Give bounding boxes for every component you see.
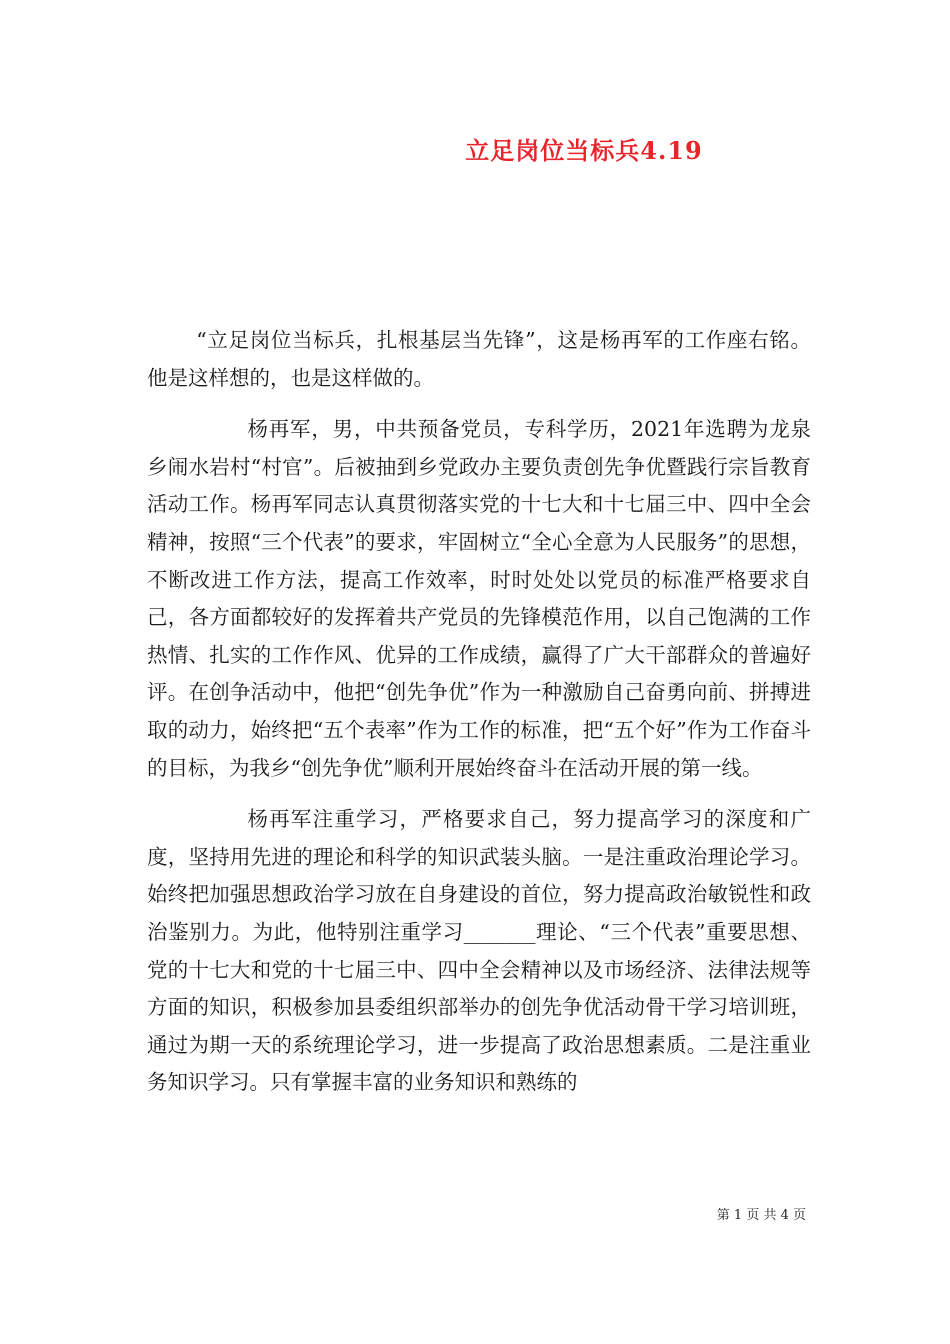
paragraph-motto: “立足岗位当标兵，扎根基层当先锋”，这是杨再军的工作座右铭。他是这样想的，也是这样做的。 bbox=[147, 328, 811, 390]
document-body bbox=[147, 322, 811, 1116]
paragraph-study: 杨再军注重学习，严格要求自己，努力提高学习的深度和广度，坚持用先进的理论和科学的知识武装头脑。一是注重政治理论学习。始终把加强思想政治学习放在自身建设的首位，努力提高政治敏锐性和政治鉴别力。为此，他特别注重学习_______理论、“三个代表”重要思想、党的十七大和党的十七届三中、四中全会精神以及市场经济、法律法规等方面的知识，积极参加县委组织部举办的创先争优活动骨干学习培训班，通过为期一天的系统理论学习，进一步提高了政治思想素质。二是注重业务知识学习。只有掌握丰富的业务知识和熟练的 bbox=[147, 807, 811, 1095]
document-title: 立足岗位当标兵4.19 bbox=[465, 136, 703, 165]
page-number-footer: 第 1 页 共 4 页 bbox=[716, 1208, 806, 1223]
paragraph-profile: 杨再军，男，中共预备党员，专科学历，2021年选聘为龙泉乡闹水岩村“村官”。后被抽到乡党政办主要负责创先争优暨践行宗旨教育活动工作。杨再军同志认真贯彻落实党的十七大和十七届三中、四中全会精神，按照“三个代表”的要求，牢固树立“全心全意为人民服务”的思想，不断改进工作方法，提高工作效率，时时处处以党员的标准严格要求自己，各方面都较好的发挥着共产党员的先锋模范作用，以自己饱满的工作热情、扎实的工作作风、优异的工作成绩，赢得了广大干部群众的普遍好评。在创争活动中，他把“创先争优”作为一种激励自己奋勇向前、拼搏进取的动力，始终把“五个表率”作为工作的标准，把“五个好”作为工作奋斗的目标，为我乡“创先争优”顺利开展始终奋斗在活动开展的第一线。 bbox=[147, 417, 811, 780]
